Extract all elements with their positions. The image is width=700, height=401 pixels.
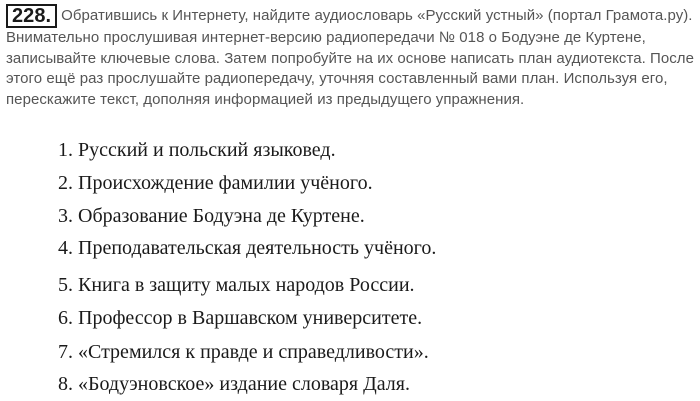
exercise-instruction-text: Обратившись к Интернету, найдите аудиословарь «Русский устный» (портал Грамота.ру). Внимательно прослушивая интернет-версию радиопередачи № 018 о Бодуэне де Куртене, записывайте ключевые слова. Затем попробуйте на их основе написать план аудиотекста. После этого ещё раз прослушайте радиопередачу, уточняя составленный вами план. Используя его, перескажите текст, дополняя информацией из предыдущего упражнения. <box>6 7 694 108</box>
plan-item: 1. Русский и польский языковед. <box>58 139 336 161</box>
plan-item: 6. Профессор в Варшавском университете. <box>58 307 423 329</box>
plan-item: 8. «Бодуэновское» издание словаря Даля. <box>58 373 410 395</box>
plan-item: 7. «Стремился к правде и справедливости». <box>58 341 429 363</box>
exercise-number: 228. <box>6 4 57 28</box>
plan-item: 5. Книга в защиту малых народов России. <box>58 274 415 296</box>
exercise-instruction-block <box>6 4 696 110</box>
plan-item: 2. Происхождение фамилии учёного. <box>58 172 373 194</box>
plan-item: 4. Преподавательская деятельность учёного. <box>58 237 437 259</box>
plan-item: 3. Образование Бодуэна де Куртене. <box>58 205 365 227</box>
